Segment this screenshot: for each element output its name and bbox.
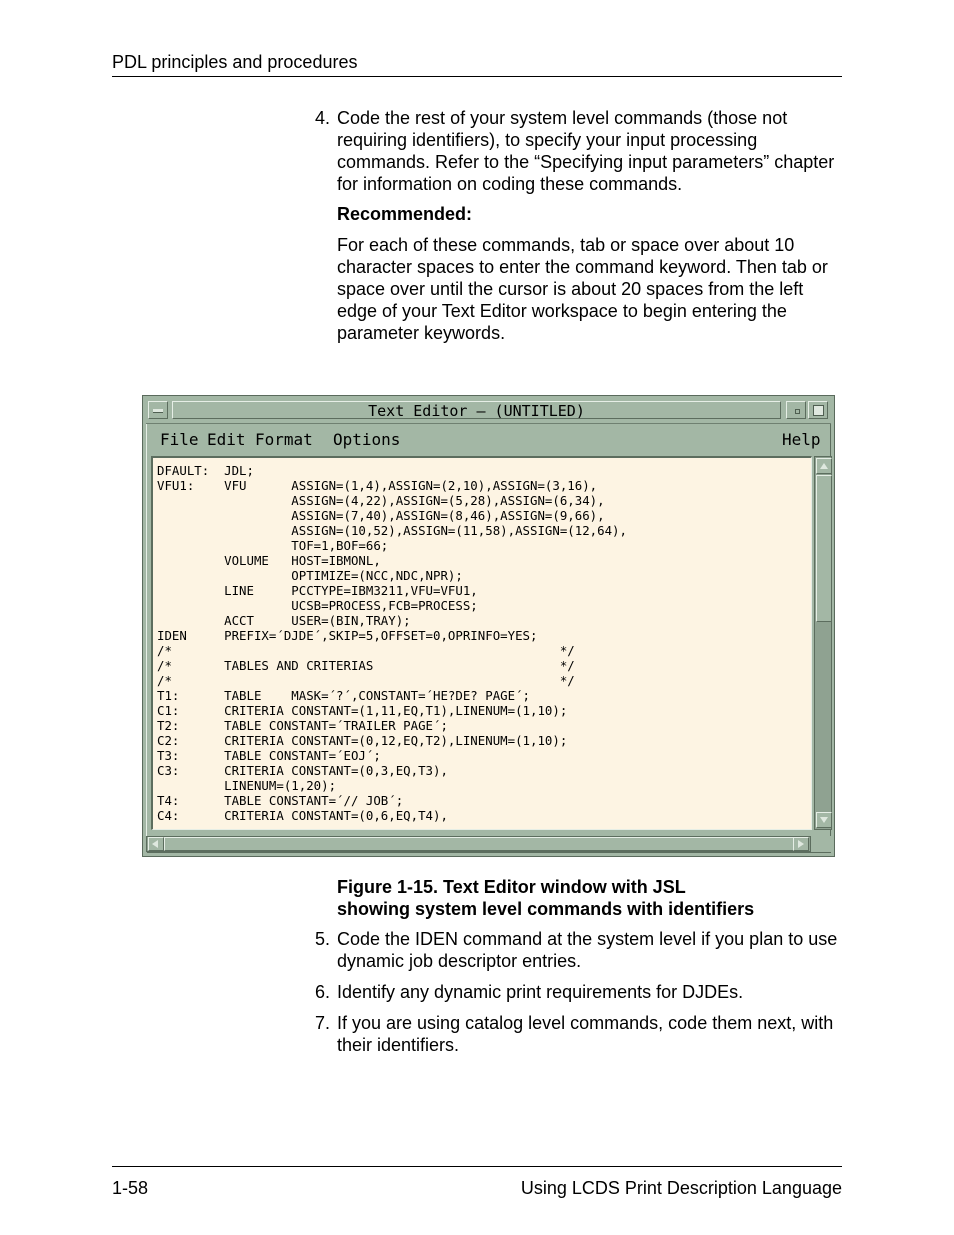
recommended-heading: Recommended: xyxy=(337,204,473,224)
header-rule xyxy=(112,76,842,77)
figure-caption-line2: showing system level commands with identifiers xyxy=(337,899,755,919)
book-title: Using LCDS Print Description Language xyxy=(520,1178,842,1198)
vertical-scroll-thumb[interactable] xyxy=(816,475,832,622)
menu-edit[interactable]: Edit xyxy=(207,430,246,449)
menu-help[interactable]: Help xyxy=(782,430,821,449)
menu-bar xyxy=(148,425,829,453)
step-number: 7. xyxy=(314,1013,330,1033)
window-menu-icon[interactable] xyxy=(148,401,168,419)
menu-file[interactable]: File xyxy=(160,430,199,449)
scroll-up-icon[interactable] xyxy=(816,458,832,474)
minimize-icon[interactable] xyxy=(786,401,806,419)
scroll-down-icon[interactable] xyxy=(816,812,832,828)
maximize-icon[interactable] xyxy=(808,401,828,419)
window-titlebar[interactable] xyxy=(146,399,831,424)
horizontal-scrollbar[interactable] xyxy=(146,836,811,852)
step-text: Code the IDEN command at the system level if you plan to use dynamic job descriptor entries. xyxy=(337,929,838,971)
step-number: 5. xyxy=(314,929,330,949)
menu-options[interactable]: Options xyxy=(333,430,401,449)
scroll-right-icon[interactable] xyxy=(793,837,809,851)
scrollbar-corner xyxy=(814,836,832,852)
running-header: PDL principles and procedures xyxy=(112,52,358,72)
step-text: If you are using catalog level commands, code them next, with their identifiers. xyxy=(337,1013,834,1055)
scroll-left-icon[interactable] xyxy=(148,837,164,851)
footer-rule xyxy=(112,1166,842,1167)
editor-code[interactable]: DFAULT: JDL; VFU1: VFU ASSIGN=(1,4),ASSIGN=(2,10),ASSIGN=(3,16), ASSIGN=(4,22),ASSIGN=(5,28),ASSIGN=(6,34), ASSIGN=(7,40),ASSIGN=(8,46),ASSIGN=(9,66), ASSIGN=(10,52),ASSIGN=(11,58),ASSIGN=(12,64), TOF=1,BOF=66; VOLUME HOST=IBMONL, OPTIMIZE=(NCC,NDC,NPR); LINE PCCTYPE=IBM3211,VFU=VFU1, UCSB=PROCESS,FCB=PROCESS; ACCT USER=(BIN,TRAY); IDEN PREFIX=´DJDE´,SKIP=5,OFFSET=0,OPRINFO=YES; /* */ /* TABLES AND CRITERIAS */ /* */ T1: TABLE MASK=´?´,CONSTANT=´HE?DE? PAGE´; C1: CRITERIA CONSTANT=(1,11,EQ,T1),LINENUM=(1,10); T2: TABLE CONSTANT=´TRAILER PAGE´; C2: CRITERIA CONSTANT=(0,12,EQ,T2),LINENUM=(1,10); T3: TABLE CONSTANT=´EOJ´; C3: CRITERIA CONSTANT=(0,3,EQ,T3), LINENUM=(1,20); T4: TABLE CONSTANT=´// JOB´; C4: CRITERIA CONSTANT=(0,6,EQ,T4), xyxy=(157,463,627,823)
horizontal-scroll-thumb[interactable] xyxy=(164,837,795,851)
figure-caption-line1: Figure 1-15. Text Editor window with JSL xyxy=(337,877,686,897)
step-text: Code the rest of your system level commands (those not requiring identifiers), to specify your input processing commands. Refer to the “Specifying input parameters” chapter for information on coding these commands. xyxy=(337,108,835,194)
menu-format[interactable]: Format xyxy=(255,430,313,449)
editor-text-area[interactable] xyxy=(151,456,812,830)
step-number: 6. xyxy=(314,982,330,1002)
text-editor-window xyxy=(142,395,835,857)
page-number: 1-58 xyxy=(112,1178,149,1198)
recommended-text: For each of these commands, tab or space over about 10 character spaces to enter the command keyword. Then tab or space over until the cursor is about 20 spaces from the left edge of your Text Editor workspace to begin entering the parameter keywords. xyxy=(337,235,828,343)
vertical-scrollbar[interactable] xyxy=(814,456,832,830)
step-number: 4. xyxy=(314,108,330,128)
window-title[interactable]: Text Editor – (UNTITLED) xyxy=(172,401,781,419)
step-text: Identify any dynamic print requirements for DJDEs. xyxy=(337,982,744,1002)
